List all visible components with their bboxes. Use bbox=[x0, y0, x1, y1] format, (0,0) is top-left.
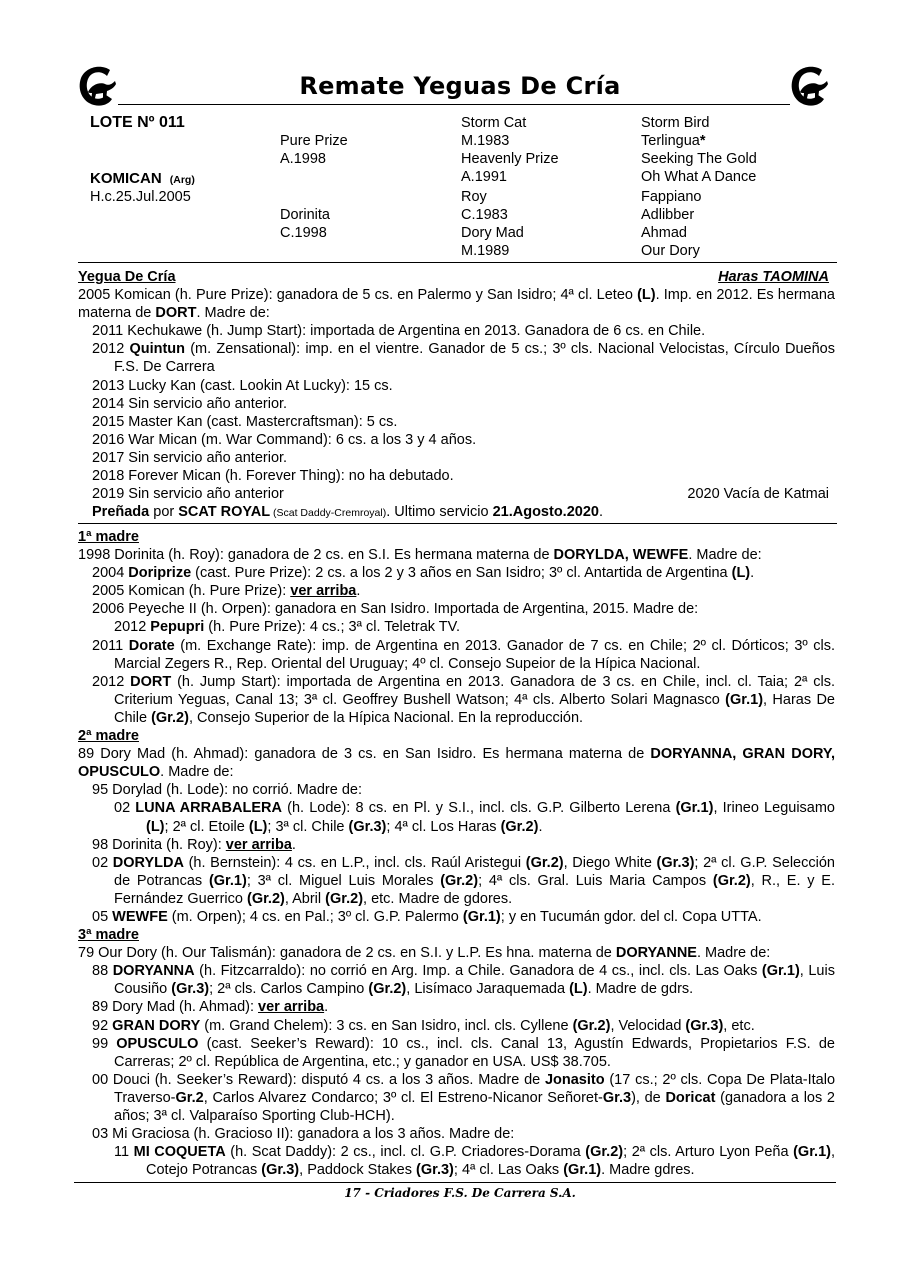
ver-arriba-link[interactable]: ver arriba bbox=[290, 583, 357, 600]
grandsire-2: Roy bbox=[461, 189, 487, 205]
grandsire-1-year: M.1983 bbox=[461, 133, 510, 149]
madre1-product: 2005 Komican (h. Pure Prize): ver arriba. bbox=[92, 583, 361, 600]
yegua-intro: 2005 Komican (h. Pure Prize): ganadora de 5 cs. en Palermo y San Isidro; 4ª cl. Leteo (L). Imp. en 2012. Es hermana materna de DORT. Madre de: bbox=[78, 287, 835, 322]
product-2016: 2016 War Mican (m. War Command): 6 cs. a los 3 y 4 años. bbox=[92, 431, 477, 448]
prenada-line: Preñada por SCAT ROYAL (Scat Daddy-Cremroyal). Ultimo servicio 21.Agosto.2020. bbox=[92, 504, 603, 521]
madre1-product: 2004 Doriprize (cast. Pure Prize): 2 cs. a los 2 y 3 años en San Isidro; 3º cl. Antartida de Argentina (L). bbox=[92, 565, 755, 582]
yegua-heading: Yegua De Cría bbox=[78, 269, 176, 285]
great-grandparent: Ahmad bbox=[641, 225, 687, 241]
product-2019: 2019 Sin servicio año anterior 2020 Vacía de Katmai bbox=[92, 486, 829, 503]
madre1-product: 2011 Dorate (m. Exchange Rate): imp. de Argentina en 2013. Ganador de 7 cs. en Chile; 2º cl. Dórticos; 3º cls. Marcial Zegers R., Rep. Oriental del Uruguay; 4º cl. Consejo Supeior de la Hípica Nacional. bbox=[92, 637, 835, 672]
page-footer: 17 - Criadores F.S. De Carrera S.A. bbox=[344, 1186, 576, 1200]
great-grandparent: Storm Bird bbox=[641, 115, 710, 131]
madre2-intro: 89 Dory Mad (h. Ahmad): ganadora de 3 cs. en San Isidro. Es hermana materna de DORYANNA, GRAN DORY, OPUSCULO. Madre de: bbox=[78, 746, 836, 781]
madre2-product: 05 WEWFE (m. Orpen); 4 cs. en Pal.; 3º cl. G.P. Palermo (Gr.1); y en Tucumán gdor. del cl. Copa UTTA. bbox=[92, 908, 762, 925]
horse-name: KOMICAN bbox=[90, 170, 162, 187]
madre3-product: 00 Douci (h. Seeker’s Reward): disputó 4 cs. a los 3 años. Madre de Jonasito (17 cs.; 2º cls. Copa De Plata-Italo Traverso-Gr.2, Carlos Alvarez Condarco; 3º cl. El Estreno-Nicanor Señoret-Gr.3), de Doricat (ganadora a los 2 años; 3ª cl. Valparaíso Sporting Club-HCH). bbox=[92, 1071, 836, 1124]
madre1-product: 2006 Peyeche II (h. Orpen): ganadora en San Isidro. Importada de Argentina, 2015. Madre de: bbox=[92, 601, 699, 618]
great-grandparent: Oh What A Dance bbox=[641, 169, 757, 185]
horse-birth: H.c.25.Jul.2005 bbox=[90, 189, 191, 205]
yegua-header-line bbox=[78, 268, 835, 286]
dam-year: C.1998 bbox=[280, 225, 327, 241]
page-title: Remate Yeguas De Cría bbox=[299, 72, 621, 100]
madre1-heading: 1ª madre bbox=[78, 529, 139, 545]
ver-arriba-link[interactable]: ver arriba bbox=[258, 999, 325, 1016]
madre3-heading: 3ª madre bbox=[78, 927, 139, 944]
grandsire-1: Storm Cat bbox=[461, 115, 527, 131]
dam: Dorinita bbox=[280, 207, 330, 223]
product-2018: 2018 Forever Mican (h. Forever Thing): no ha debutado. bbox=[92, 468, 454, 485]
madre1-intro: 1998 Dorinita (h. Roy): ganadora de 2 cs. en S.I. Es hermana materna de DORYLDA, WEWFE. Madre de: bbox=[78, 547, 762, 564]
horse-name-block bbox=[90, 170, 195, 189]
madre1-product: 2012 DORT (h. Jump Start): importada de Argentina en 2013. Ganadora de 3 cs. en Chile, incl. cl. Taia; 2ª cls. Criterium Yeguas, Canal 13; 3ª cl. Geoffrey Bushell Watson; 4ª cls. Alberto Solari Magnasco (Gr.1), Haras De Chile (Gr.2), Consejo Superior de la Hípica Nacional. En la reproducción. bbox=[92, 673, 835, 726]
haras-label: Haras TAOMINA bbox=[718, 269, 829, 285]
product-2020: 2020 Vacía de Katmai bbox=[687, 486, 829, 503]
granddam-1-year: A.1991 bbox=[461, 169, 507, 185]
product-2011: 2011 Kechukawe (h. Jump Start): importada de Argentina en 2013. Ganadora de 6 cs. en Chile. bbox=[92, 323, 706, 340]
product-2014: 2014 Sin servicio año anterior. bbox=[92, 395, 288, 412]
product-2013: 2013 Lucky Kan (cast. Lookin At Lucky): 15 cs. bbox=[92, 377, 393, 394]
product-2012: 2012 Quintun (m. Zensational): imp. en el vientre. Ganador de 5 cs.; 3º cls. Nacional Velocistas, Círculo Dueños F.S. De Carrera bbox=[92, 341, 835, 376]
madre2-product: 95 Dorylad (h. Lode): no corrió. Madre de: bbox=[92, 782, 362, 799]
footer-rule bbox=[74, 1182, 836, 1183]
madre2-product: 02 DORYLDA (h. Bernstein): 4 cs. en L.P., incl. cls. Raúl Aristegui (Gr.2), Diego White (Gr.3); 2ª cl. G.P. Selección de Potrancas (Gr.1); 3ª cl. Miguel Luis Morales (Gr.2); 4ª cls. Gral. Luis Maria Campos (Gr.2), R., E. y E. Fernández Guerrico (Gr.2), Abril (Gr.2), etc. Madre de gdores. bbox=[92, 854, 835, 907]
horse-origin: (Arg) bbox=[169, 174, 195, 186]
great-grandparent: Fappiano bbox=[641, 189, 702, 205]
yegua-section bbox=[78, 268, 835, 522]
madre2-product: 98 Dorinita (h. Roy): ver arriba. bbox=[92, 836, 296, 853]
horse-logo-left bbox=[72, 62, 122, 112]
header-rule bbox=[118, 104, 790, 105]
grandsire-2-year: C.1983 bbox=[461, 207, 508, 223]
granddam-2-year: M.1989 bbox=[461, 243, 510, 259]
product-2017: 2017 Sin servicio año anterior. bbox=[92, 449, 288, 466]
madre3-product: 89 Dory Mad (h. Ahmad): ver arriba. bbox=[92, 999, 329, 1016]
madre2-heading: 2ª madre bbox=[78, 728, 139, 745]
sire: Pure Prize bbox=[280, 133, 348, 149]
madres-section bbox=[78, 528, 835, 1179]
madre3-product: 92 GRAN DORY (m. Grand Chelem): 3 cs. en San Isidro, incl. cls. Cyllene (Gr.2), Velocidad (Gr.3), etc. bbox=[92, 1017, 755, 1034]
madre3-subproduct: 11 MI COQUETA (h. Scat Daddy): 2 cs., incl. cl. G.P. Criadores-Dorama (Gr.2); 2ª cls. Arturo Lyon Peña (Gr.1), Cotejo Potrancas (Gr.3), Paddock Stakes (Gr.3); 4ª cl. Las Oaks (Gr.1). Madre gdres. bbox=[114, 1144, 835, 1179]
pedigree-rule bbox=[78, 262, 837, 263]
product-2015: 2015 Master Kan (cast. Mastercraftsman): 5 cs. bbox=[92, 413, 398, 430]
granddam-1: Heavenly Prize bbox=[461, 151, 559, 167]
great-grandparent-name: Terlingua bbox=[641, 133, 700, 149]
lote-number: LOTE Nº 011 bbox=[90, 114, 185, 131]
madre3-product: 99 OPUSCULO (cast. Seeker’s Reward): 10 cs., incl. cls. Canal 13, Agustín Edwards, Propietarios F.S. de Carreras; 2º cl. República de Argentina, etc.; y ganador en USA. US$ 38.705. bbox=[92, 1035, 835, 1070]
great-grandparent: Our Dory bbox=[641, 243, 700, 259]
madre1-subproduct: 2012 Pepupri (h. Pure Prize): 4 cs.; 3ª cl. Teletrak TV. bbox=[114, 619, 461, 636]
great-grandparent: Adlibber bbox=[641, 207, 695, 223]
madre3-product: 88 DORYANNA (h. Fitzcarraldo): no corrió en Arg. Imp. a Chile. Ganadora de 4 cs., incl. cls. Las Oaks (Gr.1), Luis Cousiño (Gr.3); 2ª cls. Carlos Campino (Gr.2), Lisímaco Jaraquemada (L). Madre de gdrs. bbox=[92, 963, 835, 998]
granddam-2: Dory Mad bbox=[461, 225, 524, 241]
horse-logo-right bbox=[784, 62, 834, 112]
section-rule bbox=[78, 523, 837, 524]
ver-arriba-link[interactable]: ver arriba bbox=[225, 836, 292, 853]
great-grandparent bbox=[641, 132, 706, 150]
star-mark: * bbox=[699, 133, 706, 149]
madre3-intro: 79 Our Dory (h. Our Talismán): ganadora de 2 cs. en S.I. y L.P. Es hna. materna de DORYANNE. Madre de: bbox=[78, 945, 771, 962]
madre2-subproduct: 02 LUNA ARRABALERA (h. Lode): 8 cs. en Pl. y S.I., incl. cls. G.P. Gilberto Lerena (Gr.1), Irineo Leguisamo (L); 2ª cl. Etoile (L); 3ª cl. Chile (Gr.3); 4ª cl. Los Haras (Gr.2). bbox=[114, 800, 835, 835]
great-grandparent: Seeking The Gold bbox=[641, 151, 757, 167]
sire-year: A.1998 bbox=[280, 151, 326, 167]
madre3-product: 03 Mi Graciosa (h. Gracioso II): ganadora a los 3 años. Madre de: bbox=[92, 1126, 515, 1143]
